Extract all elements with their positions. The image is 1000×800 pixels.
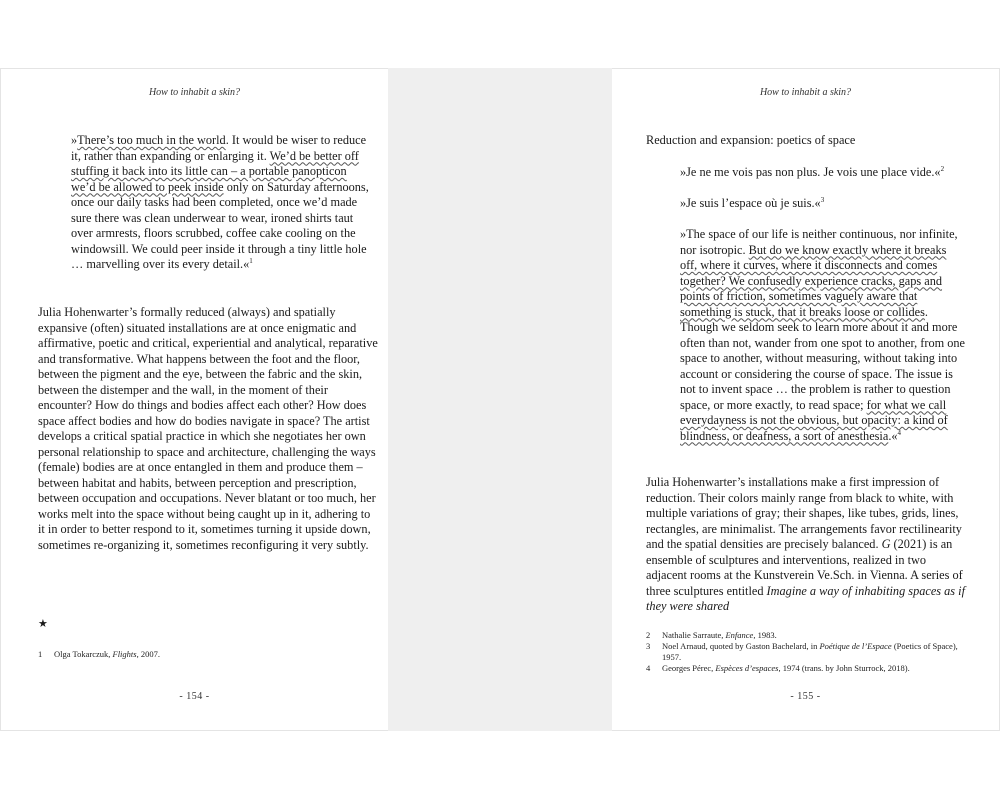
- quote-text: »The space of our life is neither continuous, nor infinite, nor isotropic.: [680, 227, 958, 257]
- quote-4: [680, 227, 965, 444]
- footnote-text: Noel Arnaud, quoted by Gaston Bachelard, in: [662, 641, 820, 651]
- footnote-text: Georges Pérec,: [662, 663, 716, 673]
- page-number-right: - 155 -: [790, 691, 821, 702]
- footnote-title: Enfance: [725, 630, 754, 640]
- underlined-phrase: But do we know exactly where it breaks off, where it curves, where it disconnects and comes together? We confusedly experience cracks, gaps and points of friction, sometimes vaguely aware that something is stuck, that it breaks loose or collides: [680, 242, 947, 319]
- quote-2: [680, 165, 980, 181]
- section-heading: Reduction and expansion: poetics of space: [646, 133, 856, 147]
- book-gutter: [388, 68, 612, 731]
- left-page: [0, 68, 388, 731]
- footnote-2: [646, 630, 976, 641]
- artwork-title: G: [881, 537, 891, 551]
- footnote-title: Espèces d’espaces: [715, 663, 779, 673]
- footnote-4: [646, 663, 976, 674]
- body-paragraph: [646, 475, 968, 615]
- underlined-phrase: We’d be better off stuffing it back into its little can – a portable panopticon we’d be allowed to peek inside: [71, 148, 359, 194]
- footnote-text: Olga Tokarczuk,: [54, 649, 113, 659]
- quote-text: .«: [888, 428, 898, 443]
- body-paragraph: Julia Hohenwarter’s formally reduced (always) and spatially expansive (often) situated installations are at once enigmatic and affirmative, poetic and critical, experiential and analytical, reparative and transformative. What happens between the foot and the floor, between the pigment and the eye, between the fabric and the skin, between the distemper and the wall, in the moment of their encounter? How do things and bodies affect each other? How does space affect bodies and how do bodies navigate in space? The artist develops a critical spatial practice in which she negotiates her own personal relationship to space and architecture, challenging the ways (female) bodies are at once entangled in them and produce them – between habitat and habits, between perception and prescription, between occupation and occupations. Never blatant or too much, her works melt into the space without being caught up in it, adhering to it in order to better respond to it, sometimes turning it upside down, sometimes re-organizing it, sometimes reconfiguring it very subtly.: [38, 305, 378, 552]
- footnote-title: Flights: [112, 649, 137, 659]
- running-head-left: How to inhabit a skin?: [148, 87, 241, 98]
- running-head-right: How to inhabit a skin?: [759, 87, 852, 98]
- footnote-ref: 3: [820, 195, 825, 204]
- underlined-phrase: There’s too much in the world: [77, 133, 226, 147]
- right-page: [612, 68, 1000, 731]
- footnote-text: , 2007.: [136, 649, 160, 659]
- footnote-text: (Poetics of Space), 1957.: [662, 641, 958, 662]
- footnote-number: 2: [646, 630, 651, 640]
- quote-open-mark: »: [71, 133, 78, 147]
- artwork-title: Imagine a way of inhabiting spaces as if they were shared: [646, 583, 965, 613]
- footnote-3: [646, 641, 976, 663]
- footnote-text: , 1974 (trans. by John Sturrock, 2018).: [778, 663, 910, 673]
- quote-3: [680, 196, 980, 212]
- paragraph-text: (2021) is an ensemble of sculptures and interventions, realized in two adjacent rooms at the Kunstverein Ve.Sch. in Vienna. A series of three sculptures entitled: [646, 537, 963, 598]
- quote-text: only on Saturday afternoons, once our daily tasks had been completed, once we’d made sure there was clean underwear to wear, ironed shirts taut over armrests, floors scrubbed, coffee cake cooling on the windowsill. We could peer inside it through a tiny little hole … marvelling over its every detail.«: [71, 179, 369, 271]
- page-number-left: - 154 -: [179, 691, 210, 702]
- quote-text: . It would be wiser to reduce it, rather than expanding or enlarging it.: [71, 133, 367, 163]
- footnote-number: 1: [38, 649, 43, 659]
- footnote-ref: 1: [249, 256, 253, 265]
- quote-text: »Je ne me vois pas non plus. Je vois une place vide.«: [680, 165, 941, 179]
- underlined-phrase: for what we call everydayness is not the obvious, but opacity: a kind of blindness, or deafness, a sort of anesthesia: [680, 397, 948, 443]
- epigraph-quote: [71, 133, 371, 273]
- footnote-ref: 2: [940, 164, 945, 173]
- quote-text: . Though we seldom seek to learn more about it and more often than not, wander from one spot to another, from one space to another, without measuring, without taking into account or considering the course of space. The issue is not to invent space … the problem is rather to question space, or more exactly, to read space;: [680, 304, 965, 412]
- footnote-ref: 4: [897, 428, 902, 437]
- footnote-text: Nathalie Sarraute,: [662, 630, 726, 640]
- footnote-number: 4: [646, 663, 651, 673]
- paragraph-text: Julia Hohenwarter’s installations make a first impression of reduction. Their colors mainly range from black to white, with multiple variations of gray; their shapes, like tubes, grids, lines, rectangles, are minimalist. The arrangements favor rectilinearity and the spatial densities are precisely balanced.: [646, 475, 962, 551]
- footnotes: [646, 630, 976, 674]
- footnote-number: 3: [646, 641, 651, 651]
- footnote-text: , 1983.: [753, 630, 777, 640]
- footnote-1: [38, 649, 368, 660]
- quote-text: »Je suis l’espace où je suis.«: [680, 196, 821, 210]
- star-ornament: ★: [38, 618, 48, 630]
- footnote-title: Poétique de l’Espace: [819, 641, 892, 651]
